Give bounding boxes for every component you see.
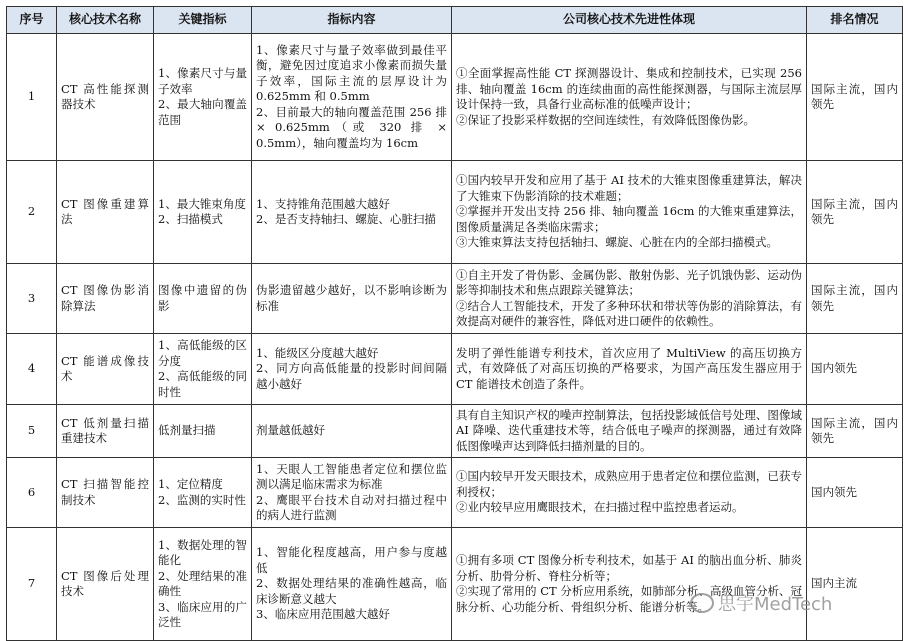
cell-tech-name: CT 能谱成像技术 [57,334,154,405]
cell-no: 5 [7,405,57,458]
core-tech-table [6,6,903,641]
cell-content [252,34,452,161]
cell-indicators [154,161,252,264]
cell-tech-name: CT 图像伪影消除算法 [57,264,154,334]
cell-rank: 国际主流，国内领先 [807,34,903,161]
table-row [7,264,903,334]
cell-indicators-line: 1、定位精度 [158,477,223,491]
watermark [690,590,832,616]
cell-indicators-line: 1、数据处理的智能化 [158,537,247,567]
cell-content [252,528,452,641]
cell-advantages-line: 发明了弹性能谱专利技术，首次应用了 MultiView 的高压切换方式，有效降低了对高压切换的严格要求，为国产高压发生器应用于 CT 能谱技术创造了条件。 [456,345,802,391]
cell-rank: 国际主流，国内领先 [807,161,903,264]
table-row [7,34,903,161]
cell-indicators [154,528,252,641]
cell-rank: 国际主流，国内领先 [807,264,903,334]
cell-content-line: 1、像素尺寸与量子效率做到最佳平衡，避免因过度追求小像素而损失量子效率，国际主流的层厚设计为 0.625mm 和 0.5mm [256,42,447,104]
cell-no: 7 [7,528,57,641]
cell-content [252,334,452,405]
cell-content [252,264,452,334]
cell-content-line: 3、临床应用范围越大越好 [256,607,390,622]
cell-content [252,458,452,528]
cell-advantages-line: ②结合人工智能技术，开发了多种环状和带状等伪影的消除算法，有效提高对硬件的兼容性，降低对进口硬件的依赖性。 [456,298,802,328]
cell-rank: 国内领先 [807,334,903,405]
cell-content-line: 伪影遗留越少越好，以不影响诊断为标准 [256,283,447,313]
cell-no: 2 [7,161,57,264]
cell-content-line: 1、智能化程度越高，用户参与度越低 [256,545,447,575]
cell-rank: 国内领先 [807,458,903,528]
cell-indicators-line: 2、监测的实时性 [158,492,246,507]
header-no: 序号 [7,7,57,34]
cell-content [252,161,452,264]
cell-indicators [154,405,252,458]
cell-no: 4 [7,334,57,405]
cell-rank: 国际主流，国内领先 [807,405,903,458]
cell-tech-name: CT 高性能探测器技术 [57,34,154,161]
cell-advantages [452,528,807,641]
cell-indicators [154,458,252,528]
cell-rank: 国内主流 [807,528,903,641]
table-row [7,334,903,405]
cell-tech-name: CT 扫描智能控制技术 [57,458,154,528]
header-content: 指标内容 [252,7,452,34]
table-row [7,528,903,641]
header-indicators: 关键指标 [154,7,252,34]
cell-indicators-line: 3、临床应用的广泛性 [158,599,247,629]
cell-tech-name: CT 低剂量扫描重建技术 [57,405,154,458]
cell-tech-name: CT 图像后处理技术 [57,528,154,641]
table-row [7,405,903,458]
cell-indicators [154,334,252,405]
cell-content-line: 2、鹰眼平台技术自动对扫描过程中的病人进行监测 [256,492,447,522]
cell-indicators [154,264,252,334]
cell-indicators-line: 低剂量扫描 [158,423,216,438]
cell-indicators [154,34,252,161]
cell-content-line: 2、是否支持轴扫、螺旋、心脏扫描 [256,212,436,226]
cell-advantages [452,264,807,334]
cell-content-line: 剂量越低越好 [256,423,325,438]
cell-no: 1 [7,34,57,161]
cell-content-line: 2、目前最大的轴向覆盖范围 256 排 × 0.625mm（或 320 排 × 0.5mm），轴向覆盖均为 16cm [256,104,447,150]
cell-indicators-line: 1、高低能级的区分度 [158,338,247,368]
cell-advantages-line: ②掌握并开发出支持 256 排、轴向覆盖 16cm 的大锥束重建算法，图像质量满足各类临床需求； [456,204,802,234]
cell-advantages-line: ①国内较早开发和应用了基于 AI 技术的大锥束图像重建算法，解决了大锥束下伪影消除的技术难题； [456,173,802,203]
wechat-icon [690,593,714,613]
cell-indicators-line: 2、高低能级的同时性 [158,369,247,399]
cell-no: 3 [7,264,57,334]
cell-no: 6 [7,458,57,528]
cell-tech-name: CT 图像重建算法 [57,161,154,264]
cell-advantages-line: ①自主开发了骨伪影、金属伪影、散射伪影、光子饥饿伪影、运动伪影等抑制技术和焦点跟踪关键算法； [456,267,802,297]
cell-advantages [452,405,807,458]
header-rank: 排名情况 [807,7,903,34]
watermark-text: 思宇MedTech [718,594,833,615]
cell-advantages [452,161,807,264]
header-advantages: 公司核心技术先进性体现 [452,7,807,34]
cell-advantages-line: ①全面掌握高性能 CT 探测器设计、集成和控制技术，已实现 256 排、轴向覆盖 16cm 的连续曲面的高性能探测器，与国际主流层厚设计保持一致，具备行业高标准的低噪声设计； [456,66,802,111]
cell-advantages-line: ②业内较早应用鹰眼技术，在扫描过程中监控患者运动。 [456,500,744,515]
cell-indicators-line: 2、扫描模式 [158,212,223,226]
cell-advantages [452,458,807,528]
cell-advantages-line: 具有自主知识产权的噪声控制算法，包括投影域低信号处理、图像域 AI 降噪、迭代重建技术等，结合低电子噪声的探测器，通过有效降低图像噪声达到降低扫描剂量的目的。 [456,407,802,453]
cell-advantages-line: ②保证了投影采样数据的空间连续性，有效降低图像伪影。 [456,112,755,127]
cell-advantages-line: ③大锥束算法支持包括轴扫、螺旋、心脏在内的全部扫描模式。 [456,235,778,250]
cell-indicators-line: 图像中遗留的伪影 [158,283,247,313]
cell-advantages-line: ①国内较早开发天眼技术，成熟应用于患者定位和摆位监测，已获专利授权； [456,469,802,499]
cell-indicators-line: 2、处理结果的准确性 [158,568,247,598]
cell-content [252,405,452,458]
cell-indicators-line: 1、最大锥束角度 [158,196,246,211]
cell-advantages-line: ②实现了常用的 CT 分析应用系统，如肺部分析、高级血管分析、冠脉分析、心功能分析、骨组织分析、能谱分析等。 [456,584,802,614]
table-row [7,161,903,264]
cell-content-line: 1、天眼人工智能患者定位和摆位监测以满足临床需求为标准 [256,461,447,491]
cell-content-line: 1、支持锥角范围越大越好 [256,196,390,211]
table-header-row [7,7,903,34]
cell-content-line: 2、同方向高低能量的投影时间间隔越小越好 [256,361,447,391]
header-tech-name: 核心技术名称 [57,7,154,34]
table-row [7,458,903,528]
cell-content-line: 2、数据处理结果的准确性越高，临床诊断意义越大 [256,576,447,606]
cell-indicators-line: 1、像素尺寸与量子效率 [158,66,247,96]
cell-advantages [452,334,807,405]
cell-content-line: 1、能级区分度越大越好 [256,345,379,360]
cell-advantages [452,34,807,161]
cell-advantages-line: ①拥有多项 CT 图像分析专利技术，如基于 AI 的脑出血分析、肺炎分析、肋骨分析、脊柱分析等； [456,553,802,583]
cell-indicators-line: 2、最大轴向覆盖范围 [158,97,247,127]
